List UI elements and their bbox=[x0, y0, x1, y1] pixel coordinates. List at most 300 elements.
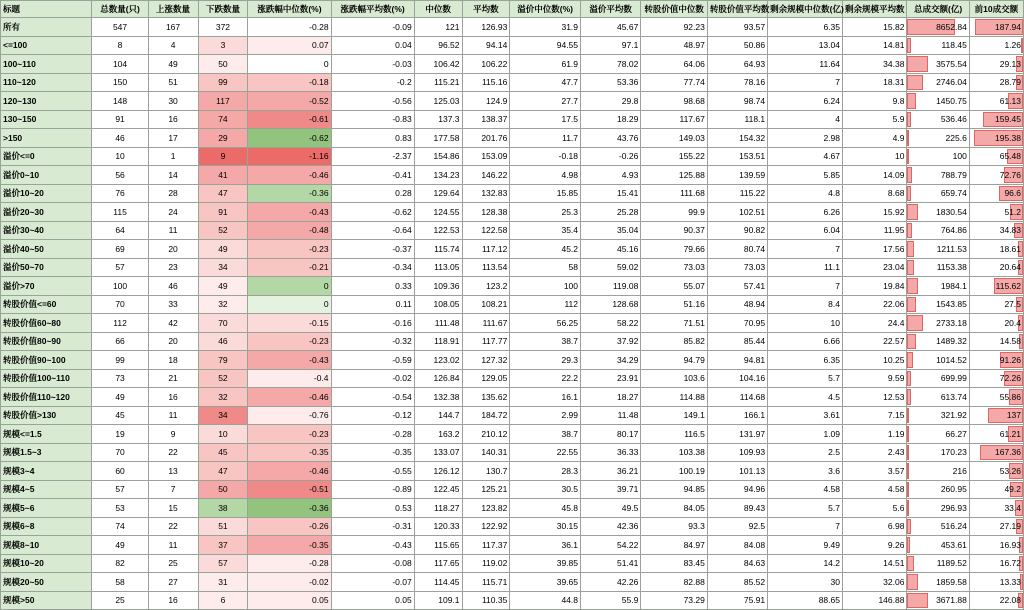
cell-value: 102.51 bbox=[707, 203, 767, 222]
table-row bbox=[1, 258, 1024, 277]
cell-value: 113.05 bbox=[414, 258, 462, 277]
cell-value: 6 bbox=[198, 591, 248, 610]
cell-value: 201.76 bbox=[462, 129, 510, 148]
cell-value: 31.9 bbox=[510, 18, 581, 37]
column-header-2: 上涨数量 bbox=[148, 1, 198, 18]
cell-value: -0.16 bbox=[331, 314, 414, 333]
bar-cell-15 bbox=[969, 591, 1023, 610]
cell-value: 7.15 bbox=[842, 406, 906, 425]
bar-cell-15 bbox=[969, 554, 1023, 573]
cell-value: 139.59 bbox=[707, 166, 767, 185]
cell-value: 80.74 bbox=[707, 240, 767, 259]
cell-value: 20.64 bbox=[999, 262, 1021, 272]
cell-value: 22.57 bbox=[842, 332, 906, 351]
bar-cell-14 bbox=[907, 18, 969, 37]
bar-cell-15 bbox=[969, 406, 1023, 425]
cell-value: 59.02 bbox=[581, 258, 641, 277]
cell-value: 126.84 bbox=[414, 369, 462, 388]
cell-value: 38 bbox=[198, 499, 248, 518]
cell-value: 73.29 bbox=[641, 591, 708, 610]
cell-value: 119.02 bbox=[462, 554, 510, 573]
bar-cell-15 bbox=[969, 388, 1023, 407]
column-header-7: 平均数 bbox=[462, 1, 510, 18]
row-label: 转股价值100~110 bbox=[1, 369, 92, 388]
cell-value: 32 bbox=[198, 388, 248, 407]
cell-value: 34.38 bbox=[842, 55, 906, 74]
cell-value: 72.26 bbox=[999, 373, 1021, 383]
cell-value: 16.72 bbox=[999, 558, 1021, 568]
cell-value: 7 bbox=[768, 277, 843, 296]
cell-value: 10 bbox=[842, 147, 906, 166]
cell-value: 115.65 bbox=[414, 536, 462, 555]
cell-value: 10 bbox=[198, 425, 248, 444]
cell-value: 4.9 bbox=[842, 129, 906, 148]
cell-value: 88.65 bbox=[768, 591, 843, 610]
cell-value: 47 bbox=[198, 184, 248, 203]
bar-cell-15 bbox=[969, 184, 1023, 203]
cell-value: 115 bbox=[92, 203, 148, 222]
table-row bbox=[1, 36, 1024, 55]
cell-value: 35.4 bbox=[510, 221, 581, 240]
cell-value: 4.58 bbox=[842, 480, 906, 499]
cell-value: 100 bbox=[952, 151, 967, 161]
cell-value: 21 bbox=[148, 369, 198, 388]
table-header-row bbox=[1, 1, 1024, 18]
cell-value: 118.1 bbox=[707, 110, 767, 129]
table-row bbox=[1, 184, 1024, 203]
cell-value: 15.85 bbox=[510, 184, 581, 203]
cell-value: 6.98 bbox=[842, 517, 906, 536]
bar-cell-15 bbox=[969, 55, 1023, 74]
cell-value: -0.4 bbox=[248, 369, 331, 388]
table-row bbox=[1, 332, 1024, 351]
bar-cell-14 bbox=[907, 295, 969, 314]
cell-value: 122.53 bbox=[414, 221, 462, 240]
cell-value: 154.32 bbox=[707, 129, 767, 148]
cell-value: 49.5 bbox=[581, 499, 641, 518]
column-header-10: 转股价值中位数 bbox=[641, 1, 708, 18]
row-label: 溢价>70 bbox=[1, 277, 92, 296]
cell-value: 6.35 bbox=[768, 18, 843, 37]
table-row bbox=[1, 406, 1024, 425]
cell-value: 64 bbox=[92, 221, 148, 240]
cell-value: 14.81 bbox=[842, 36, 906, 55]
cell-value: 36.1 bbox=[510, 536, 581, 555]
cell-value: 116.5 bbox=[641, 425, 708, 444]
cell-value: -0.37 bbox=[331, 240, 414, 259]
cell-value: 129.05 bbox=[462, 369, 510, 388]
cell-value: 2746.04 bbox=[936, 77, 967, 87]
cell-value: 125.21 bbox=[462, 480, 510, 499]
cell-value: 5.9 bbox=[842, 110, 906, 129]
bar-cell-15 bbox=[969, 166, 1023, 185]
cell-value: 170.23 bbox=[940, 447, 967, 457]
bar-cell-15 bbox=[969, 110, 1023, 129]
cell-value: 167 bbox=[148, 18, 198, 37]
bar-cell-15 bbox=[969, 147, 1023, 166]
bar-cell-15 bbox=[969, 295, 1023, 314]
cell-value: 6.04 bbox=[768, 221, 843, 240]
cell-value: 159.45 bbox=[995, 114, 1021, 124]
row-label: 规模<=1.5 bbox=[1, 425, 92, 444]
cell-value: 5.7 bbox=[768, 369, 843, 388]
cell-value: 1543.85 bbox=[936, 299, 967, 309]
cell-value: 104 bbox=[92, 55, 148, 74]
cell-value: 45.67 bbox=[581, 18, 641, 37]
bar-cell-15 bbox=[969, 203, 1023, 222]
cell-value: 47 bbox=[198, 462, 248, 481]
column-header-13: 剩余规模平均数 bbox=[842, 1, 906, 18]
cell-value: 39.85 bbox=[510, 554, 581, 573]
row-label: 溢价40~50 bbox=[1, 240, 92, 259]
bar-cell-14 bbox=[907, 443, 969, 462]
cell-value: 16.93 bbox=[999, 539, 1021, 550]
cell-value: 177.58 bbox=[414, 129, 462, 148]
cell-value: 96.52 bbox=[414, 36, 462, 55]
cell-value: 65.48 bbox=[999, 151, 1021, 161]
cell-value: 166.1 bbox=[707, 406, 767, 425]
column-header-15: 前10成交额 bbox=[969, 1, 1023, 18]
bar-cell-14 bbox=[907, 147, 969, 166]
row-label: 130~150 bbox=[1, 110, 92, 129]
cell-value: 128.68 bbox=[581, 295, 641, 314]
row-label: 转股价值110~120 bbox=[1, 388, 92, 407]
cell-value: 111.68 bbox=[641, 184, 708, 203]
cell-value: 1450.75 bbox=[936, 95, 967, 106]
table-row bbox=[1, 129, 1024, 148]
row-label: 溢价50~70 bbox=[1, 258, 92, 277]
cell-value: 106.42 bbox=[414, 55, 462, 74]
cell-value: 115.16 bbox=[462, 73, 510, 92]
table-row bbox=[1, 92, 1024, 111]
cell-value: -0.23 bbox=[248, 332, 331, 351]
bar-cell-14 bbox=[907, 517, 969, 536]
cell-value: 15.92 bbox=[842, 203, 906, 222]
cell-value: 260.95 bbox=[940, 484, 967, 494]
column-header-14: 总成交额(亿) bbox=[907, 1, 969, 18]
cell-value: 33.4 bbox=[1004, 502, 1021, 513]
cell-value: 41 bbox=[198, 166, 248, 185]
cell-value: 16 bbox=[148, 388, 198, 407]
cell-value: 101.13 bbox=[707, 462, 767, 481]
cell-value: 112 bbox=[92, 314, 148, 333]
cell-value: 22.55 bbox=[510, 443, 581, 462]
cell-value: 94.79 bbox=[641, 351, 708, 370]
row-label: 溢价0~10 bbox=[1, 166, 92, 185]
cell-value: 11.7 bbox=[510, 129, 581, 148]
cell-value: 7 bbox=[768, 517, 843, 536]
cell-value: -0.46 bbox=[248, 166, 331, 185]
bar-cell-14 bbox=[907, 129, 969, 148]
cell-value: 0.11 bbox=[331, 295, 414, 314]
row-label: 转股价值60~80 bbox=[1, 314, 92, 333]
cell-value: -0.89 bbox=[331, 480, 414, 499]
cell-value: 96.6 bbox=[1004, 188, 1021, 198]
cell-value: 699.99 bbox=[940, 373, 967, 383]
cell-value: -0.56 bbox=[331, 92, 414, 111]
cell-value: 4.8 bbox=[768, 184, 843, 203]
cell-value: 34.83 bbox=[999, 225, 1021, 235]
column-header-0: 标题 bbox=[1, 1, 92, 18]
cell-value: 3671.88 bbox=[936, 595, 967, 605]
table-row bbox=[1, 591, 1024, 610]
cell-value: -0.28 bbox=[331, 425, 414, 444]
bar-cell-14 bbox=[907, 277, 969, 296]
cell-value: 9.59 bbox=[842, 369, 906, 388]
bar-cell-15 bbox=[969, 314, 1023, 333]
cell-value: 36.21 bbox=[581, 462, 641, 481]
cell-value: 184.72 bbox=[462, 406, 510, 425]
bar-cell-15 bbox=[969, 499, 1023, 518]
cell-value: 153.09 bbox=[462, 147, 510, 166]
cell-value: 99 bbox=[198, 73, 248, 92]
bar-cell-14 bbox=[907, 203, 969, 222]
cell-value: 73.03 bbox=[641, 258, 708, 277]
bar-cell-14 bbox=[907, 351, 969, 370]
cell-value: 0.05 bbox=[248, 591, 331, 610]
bar-cell-15 bbox=[969, 129, 1023, 148]
column-header-6: 中位数 bbox=[414, 1, 462, 18]
cell-value: 75.91 bbox=[707, 591, 767, 610]
cell-value: 33 bbox=[148, 295, 198, 314]
cell-value: 83.45 bbox=[641, 554, 708, 573]
cell-value: 10 bbox=[768, 314, 843, 333]
cell-value: 4 bbox=[148, 36, 198, 55]
cell-value: 17 bbox=[148, 129, 198, 148]
cell-value: -1.16 bbox=[248, 147, 331, 166]
cell-value: 11.64 bbox=[768, 55, 843, 74]
row-label: 转股价值80~90 bbox=[1, 332, 92, 351]
cell-value: 30 bbox=[148, 92, 198, 111]
cell-value: 659.74 bbox=[940, 188, 967, 198]
cell-value: 106.22 bbox=[462, 55, 510, 74]
cell-value: 118.91 bbox=[414, 332, 462, 351]
cell-value: 6.35 bbox=[768, 351, 843, 370]
cell-value: 58 bbox=[510, 258, 581, 277]
table-row bbox=[1, 388, 1024, 407]
cell-value: 32.06 bbox=[842, 573, 906, 592]
cell-value: 22 bbox=[148, 517, 198, 536]
cell-value: -0.28 bbox=[248, 18, 331, 37]
bar-cell-15 bbox=[969, 332, 1023, 351]
cell-value: 118.45 bbox=[941, 40, 967, 50]
cell-value: 91 bbox=[92, 110, 148, 129]
cell-value: 108.05 bbox=[414, 295, 462, 314]
cell-value: 187.94 bbox=[995, 21, 1021, 32]
cell-value: 6.66 bbox=[768, 332, 843, 351]
cell-value: 11.48 bbox=[581, 406, 641, 425]
cell-value: -0.35 bbox=[248, 536, 331, 555]
bar-cell-14 bbox=[907, 55, 969, 74]
column-header-4: 涨跌幅中位数(%) bbox=[248, 1, 331, 18]
cell-value: 73.03 bbox=[707, 258, 767, 277]
cell-value: 135.62 bbox=[462, 388, 510, 407]
cell-value: 11 bbox=[148, 536, 198, 555]
cell-value: -0.35 bbox=[331, 443, 414, 462]
column-header-5: 涨跌幅平均数(%) bbox=[331, 1, 414, 18]
cell-value: -0.54 bbox=[331, 388, 414, 407]
cell-value: 154.86 bbox=[414, 147, 462, 166]
cell-value: 12.53 bbox=[842, 388, 906, 407]
cell-value: 90.37 bbox=[641, 221, 708, 240]
row-label: 溢价20~30 bbox=[1, 203, 92, 222]
cell-value: 103.6 bbox=[641, 369, 708, 388]
cell-value: 127.32 bbox=[462, 351, 510, 370]
row-label: 110~120 bbox=[1, 73, 92, 92]
cell-value: 49 bbox=[198, 277, 248, 296]
cell-value: 51 bbox=[148, 73, 198, 92]
cell-value: -0.62 bbox=[331, 203, 414, 222]
cell-value: 29.13 bbox=[999, 58, 1021, 69]
table-row bbox=[1, 480, 1024, 499]
cell-value: 30 bbox=[768, 573, 843, 592]
cell-value: 22 bbox=[148, 443, 198, 462]
cell-value: 14.51 bbox=[842, 554, 906, 573]
cell-value: 112 bbox=[510, 295, 581, 314]
cell-value: 115.71 bbox=[462, 573, 510, 592]
cell-value: 84.05 bbox=[641, 499, 708, 518]
cell-value: 4.98 bbox=[510, 166, 581, 185]
cell-value: 134.23 bbox=[414, 166, 462, 185]
table-row bbox=[1, 55, 1024, 74]
cell-value: 15 bbox=[148, 499, 198, 518]
cell-value: 8.68 bbox=[842, 184, 906, 203]
bar-cell-15 bbox=[969, 36, 1023, 55]
bar-cell-14 bbox=[907, 36, 969, 55]
cell-value: 2.98 bbox=[768, 129, 843, 148]
row-label: 所有 bbox=[1, 18, 92, 37]
bar-cell-14 bbox=[907, 73, 969, 92]
cell-value: 25 bbox=[92, 591, 148, 610]
cell-value: -2.37 bbox=[331, 147, 414, 166]
cell-value: 14.2 bbox=[768, 554, 843, 573]
cell-value: 45.2 bbox=[510, 240, 581, 259]
bar-cell-14 bbox=[907, 240, 969, 259]
cell-value: 48.94 bbox=[707, 295, 767, 314]
bar-cell-14 bbox=[907, 332, 969, 351]
cell-value: 36.33 bbox=[581, 443, 641, 462]
cell-value: 0 bbox=[248, 277, 331, 296]
cell-value: 84.08 bbox=[707, 536, 767, 555]
bar-cell-14 bbox=[907, 573, 969, 592]
table-row bbox=[1, 443, 1024, 462]
bar-cell-15 bbox=[969, 351, 1023, 370]
cell-value: 94.14 bbox=[462, 36, 510, 55]
cell-value: 132.83 bbox=[462, 184, 510, 203]
cell-value: 613.74 bbox=[940, 391, 967, 402]
cell-value: 16 bbox=[148, 591, 198, 610]
cell-value: 547 bbox=[92, 18, 148, 37]
cell-value: 35.04 bbox=[581, 221, 641, 240]
table-row bbox=[1, 573, 1024, 592]
cell-value: 123.82 bbox=[462, 499, 510, 518]
cell-value: 0.33 bbox=[331, 277, 414, 296]
cell-value: 66.27 bbox=[945, 428, 967, 439]
cell-value: -0.02 bbox=[248, 573, 331, 592]
cell-value: 45.8 bbox=[510, 499, 581, 518]
cell-value: 2.99 bbox=[510, 406, 581, 425]
cell-value: 131.97 bbox=[707, 425, 767, 444]
table-row bbox=[1, 554, 1024, 573]
cell-value: 103.38 bbox=[641, 443, 708, 462]
cell-value: 0.53 bbox=[331, 499, 414, 518]
cell-value: 70 bbox=[198, 314, 248, 333]
cell-value: -0.41 bbox=[331, 166, 414, 185]
cell-value: -0.43 bbox=[248, 351, 331, 370]
bar-cell-14 bbox=[907, 110, 969, 129]
bar-cell-14 bbox=[907, 406, 969, 425]
cell-value: 99.9 bbox=[641, 203, 708, 222]
cell-value: 0.28 bbox=[331, 184, 414, 203]
cell-value: 94.81 bbox=[707, 351, 767, 370]
bar-cell-14 bbox=[907, 369, 969, 388]
cell-value: 53.36 bbox=[581, 73, 641, 92]
table-row bbox=[1, 147, 1024, 166]
row-label: 溢价30~40 bbox=[1, 221, 92, 240]
cell-value: -0.31 bbox=[331, 517, 414, 536]
row-label: 溢价10~20 bbox=[1, 184, 92, 203]
cell-value: 27.19 bbox=[999, 521, 1021, 531]
cell-value: 18.31 bbox=[842, 73, 906, 92]
cell-value: 60 bbox=[92, 462, 148, 481]
cell-value: 210.12 bbox=[462, 425, 510, 444]
bar-cell-14 bbox=[907, 221, 969, 240]
table-row bbox=[1, 277, 1024, 296]
cell-value: 121 bbox=[414, 18, 462, 37]
cell-value: 117.67 bbox=[641, 110, 708, 129]
cell-value: 516.24 bbox=[940, 521, 967, 531]
cell-value: 111.48 bbox=[414, 314, 462, 333]
cell-value: 17.5 bbox=[510, 110, 581, 129]
row-label: 规模4~5 bbox=[1, 480, 92, 499]
cell-value: 788.79 bbox=[940, 169, 967, 180]
cell-value: 31 bbox=[198, 573, 248, 592]
cell-value: -0.34 bbox=[331, 258, 414, 277]
cell-value: 149.1 bbox=[641, 406, 708, 425]
cell-value: 108.21 bbox=[462, 295, 510, 314]
cell-value: 98.74 bbox=[707, 92, 767, 111]
cell-value: 79 bbox=[198, 351, 248, 370]
cell-value: -0.62 bbox=[248, 129, 331, 148]
cell-value: 7 bbox=[768, 73, 843, 92]
cell-value: 55.9 bbox=[581, 591, 641, 610]
cell-value: -0.26 bbox=[248, 517, 331, 536]
cell-value: 52 bbox=[198, 369, 248, 388]
cell-value: 155.22 bbox=[641, 147, 708, 166]
cell-value: 3.6 bbox=[768, 462, 843, 481]
table-row bbox=[1, 351, 1024, 370]
cell-value: 18.27 bbox=[581, 388, 641, 407]
cell-value: 99 bbox=[92, 351, 148, 370]
cell-value: 32 bbox=[198, 295, 248, 314]
cell-value: 1830.54 bbox=[936, 206, 967, 217]
cell-value: 49 bbox=[92, 536, 148, 555]
cell-value: 34.29 bbox=[581, 351, 641, 370]
cell-value: 85.82 bbox=[641, 332, 708, 351]
cell-value: -0.46 bbox=[248, 388, 331, 407]
cell-value: 20 bbox=[148, 240, 198, 259]
table-row bbox=[1, 203, 1024, 222]
cell-value: 1 bbox=[148, 147, 198, 166]
cell-value: 20.4 bbox=[1004, 317, 1021, 328]
cell-value: 6.26 bbox=[768, 203, 843, 222]
cell-value: 0.07 bbox=[248, 36, 331, 55]
cell-value: 111.67 bbox=[462, 314, 510, 333]
cell-value: 13.04 bbox=[768, 36, 843, 55]
cell-value: 8 bbox=[92, 36, 148, 55]
cell-value: 73 bbox=[92, 369, 148, 388]
cell-value: 115.74 bbox=[414, 240, 462, 259]
